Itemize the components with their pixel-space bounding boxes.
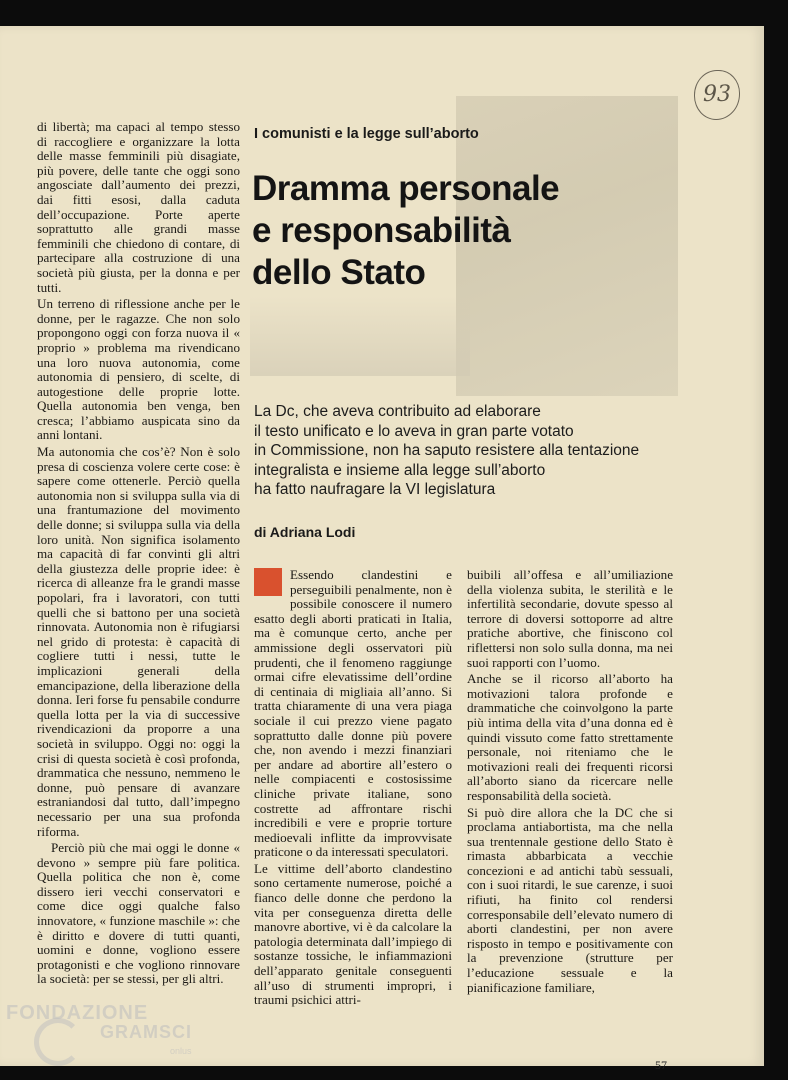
watermark-line1: FONDAZIONE [6, 1002, 149, 1024]
page-number: 57 [655, 1058, 667, 1072]
article-kicker: I comunisti e la legge sull’aborto [254, 126, 479, 142]
title-line: Dramma personale [252, 169, 560, 208]
paragraph: Ma autonomia che cos’è? Non è solo presa di coscienza volere certe cose: è sapere come ottenerle. Perciò quella autonomia non si sviluppa sulla via di una frantumazione del movimento delle donne; si sviluppa sulla via della loro unità. Non significa isolamento ma capacità di far convinti gli altri della giustezza delle proprie idee: è ricerca di alleanze fra le grandi masse popolari, fra i lavoratori, con tutti quelli che si battono per una società rinnovata. Autonomia non è rifugiarsi nel grido di protesta: è capacità di cogliere tutti i nessi, tutte le implicazioni generali della emancipazione, della liberazione della donna. Ieri forse fu pensabile condurre quella lotta per la via di successive rivendicazioni da proporre a una società in sviluppo. Oggi no: oggi la crisi di questa società è così profonda, drammatica che nessuno, nemmeno le donne, può pensare di avanzare estraniandosi dal tutto, dall’impegno necessario per una sua profonda riforma. [37, 444, 240, 839]
handwritten-page-number: 93 [694, 70, 740, 120]
text-column-left [37, 120, 240, 989]
watermark-line3: onlus [170, 1046, 192, 1056]
lead-line: La Dc, che aveva contribuito ad elaborare [254, 403, 541, 420]
paragraph: Le vittime dell’aborto clandestino sono certamente numerose, poiché a fianco delle donne che perdono la vita per conseguenza diretta delle manovre abortive, vi è da calcolare la patologia determinata dall’impiego di sostanze tossiche, le infiammazioni dell’apparato genitale conseguenti all’uso di strumenti impropri, i traumi psichici attri- [254, 860, 452, 1008]
article-lead [254, 402, 684, 500]
lead-line: integralista e insieme alla legge sull’aborto [254, 461, 546, 479]
title-line: dello Stato [252, 253, 426, 292]
paragraph: Anche se il ricorso all’aborto ha motivazioni talora profonde e drammatiche che coinvolgono la parte più intima della vita d’una donna ed è quindi vissuto come fatto strettamente personale, noi riteniamo che le motivazioni reali dei frequenti ricorsi all’aborto siano da ricercare nelle responsabilità della società. [467, 671, 673, 803]
title-line: e responsabilità [252, 211, 511, 250]
orange-square-ornament [254, 568, 282, 596]
paragraph: Perciò più che mai oggi le donne « devono » sempre più fare politica. Quella politica che non è, come dissero ieri vecchi conservatori e come dice oggi qualche falso innovatore, « funzione maschile »: che è diritto e dovere di tutti quanti, uomini e donne, vogliono essere protagonisti e che vogliono rinnovare la società: per se stessi, per gli altri. [37, 840, 240, 987]
article-title [252, 168, 652, 294]
lead-line: il testo unificato e lo aveva in gran parte votato [254, 422, 574, 440]
text-column-middle [254, 568, 452, 1010]
watermark-line2: GRAMSCI [100, 1022, 192, 1042]
paragraph-text: Essendo clandestini e perseguibili penalmente, non è possibile conoscere il numero esatto degli aborti praticati in Italia, ma è comunque certo, anche per ammissione degli osservatori più prudenti, che il fenomeno raggiunge ormai cifre elevatissime dell’ordine di centinaia di migliaia all’anno. Si tratta chiaramente di una vera piaga sociale il cui prezzo viene pagato soprattutto dalle donne più povere che, non avendo i mezzi finanziari per andare ad abortire all’estero o nelle compiacenti e costosissime cliniche private italiane, sono costrette ad affrontare rischi incredibili e vere e proprie torture medioevali inflitte da improvvisate praticone o da interessati speculatori. [254, 567, 452, 860]
text-column-right [467, 568, 673, 997]
lead-line: ha fatto naufragare la VI legislatura [254, 481, 496, 498]
byline: di Adriana Lodi [254, 524, 356, 540]
paragraph: buibili all’offesa e all’umiliazione della violenza subita, le sterilità e le infertilità secondarie, dovute spesso al terrore di doversi sottoporre ad altre pratiche abortive, che finiscono col riflettersi non solo sulla donna, ma nei suoi rapporti con l’uomo. [467, 567, 673, 670]
g-logo-icon [34, 1018, 82, 1066]
background-photo-fade [250, 296, 470, 376]
lead-line: in Commissione, non ha saputo resistere alla tentazione [254, 442, 640, 459]
magazine-page [0, 26, 764, 1072]
paragraph: Si può dire allora che la DC che si proclama antiabortista, ma che nella sua trentennale gestione dello Stato è rimasta abbarbicata a vecchie concezioni e ad antichi tabù sessuali, con i suoi ritardi, le sue carenze, i suoi rifiuti, ha finito col rendersi corresponsabile dell’elevato numero di aborti clandestini, per non avere risposto in tempo e positivamente con la prevenzione (strutture per l’educazione sessuale e la pianificazione familiare, [467, 804, 673, 995]
paragraph: Un terreno di riflessione anche per le donne, per le ragazze. Che non solo propongono oggi con forza nuova il « proprio » problema ma rivendicano una loro nuova autonomia, come autonomia di pensiero, di scelte, di autogestione delle proprie lotte. Quella autonomia ben venga, ben cresca; l’abbiamo auspicata sino da anni lontani. [37, 296, 240, 443]
paragraph: di libertà; ma capaci al tempo stesso di raccogliere e organizzare la lotta delle masse femminili più disagiate, più povere, delle tante che oggi sono angosciate dall’aumento dei prezzi, dai fitti esosi, dalla caduta dell’occupazione. Porte aperte soprattutto alle grandi masse femminili che chiedono di contare, di partecipare alla costruzione di una società più giusta, per la donna e per tutti. [37, 119, 240, 295]
paragraph [254, 568, 452, 860]
watermark-logo [0, 1000, 230, 1060]
